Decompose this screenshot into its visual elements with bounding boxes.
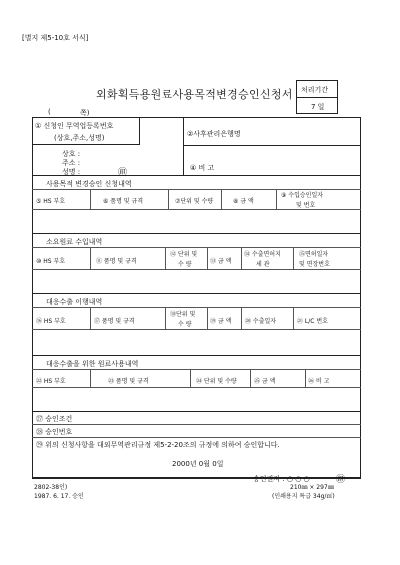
approver-seal: ㊞ — [336, 475, 346, 485]
remarks-label: ④ 비 고 — [190, 164, 215, 172]
form-code: [별지 제5-10호 서식] — [22, 34, 89, 42]
s3-col-lc: ㉑ L/C 번호 — [297, 318, 328, 325]
s4-col-amount: ㉕ 금 액 — [254, 378, 276, 385]
footer-right2: (인쇄용지 특급 34g/㎡) — [272, 493, 335, 500]
s2-col-amount: ⑬ 금 액 — [210, 258, 232, 265]
s2-col-license: ⑮면허일자 — [299, 251, 329, 258]
s2-col-qty: 수 량 — [178, 261, 192, 268]
s3-col-unit: ⑱단위 및 — [170, 311, 196, 318]
s3-col-export-date: ⑳ 수출일자 — [245, 318, 277, 325]
name-label: 상호 : — [62, 150, 81, 158]
footer-right1: 210㎜ × 297㎜ — [290, 484, 334, 491]
s4-col-item: ㉓ 품명 및 규격 — [108, 378, 149, 385]
applicant-reg-label: ① 신청인 무역업등록번호 — [35, 122, 114, 130]
s2-col-unit: ⑫ 단위 및 — [170, 251, 198, 258]
s1-col-hs: ⑤ HS 부호 — [36, 198, 66, 205]
approval-number: ㉘ 승인번호 — [36, 428, 73, 436]
section3-title: 대응수출 이행내역 — [46, 298, 103, 306]
s1-col-qty: ⑦단위 및 수량 — [175, 198, 214, 205]
approval-conditions: ㉗ 승인조건 — [36, 415, 73, 423]
s3-col-qty: 수 량 — [178, 321, 192, 328]
s4-col-remarks: ㉖ 비 고 — [308, 378, 330, 385]
form-title: 외화획득용원료사용목적변경승인신청서 — [96, 88, 293, 101]
s1-col-item: ⑥ 품명 및 규격 — [103, 198, 144, 205]
person-label: 성명 : — [62, 168, 81, 176]
section4-title: 대응수출을 위한 원료사용내역 — [46, 360, 139, 368]
approval-date: 2000년 0월 0일 — [172, 460, 224, 468]
s1-col-amount: ⑧ 금 액 — [233, 198, 254, 205]
s2-col-license2: 및 면장번호 — [299, 261, 330, 268]
s4-col-qty: ㉔ 단위 및 수량 — [196, 378, 237, 385]
s3-col-hs: ⑯ HS 부호 — [36, 318, 66, 325]
s2-col-customs2: 세 관 — [256, 261, 270, 268]
approver-line: 승인권자 : ○ ○ ○ — [253, 475, 310, 483]
s1-col-import: ⑨ 수입승인일자 — [281, 192, 324, 199]
approval-statement: ㉙ 위의 신청사항을 대외무역관리규정 제5-2-20조의 규정에 의하여 승인합니다. — [36, 441, 280, 449]
footer-left1: 2802-38인) — [34, 484, 68, 491]
bank-label: ②사후관리은행명 — [187, 130, 241, 138]
address-label: 주소 : — [62, 159, 81, 167]
page-blank-right: 쪽) — [80, 109, 90, 117]
applicant-sub-label: (상호,주소,성명) — [54, 134, 105, 142]
s4-col-hs: ㉒ HS 부호 — [36, 378, 66, 385]
seal-mark: ㊞ — [118, 168, 128, 178]
processing-value: 7 일 — [311, 103, 325, 111]
processing-label: 처리기간 — [301, 86, 329, 94]
s2-col-item: ⑪ 품명 및 규격 — [96, 258, 137, 265]
s3-col-amount: ⑲ 금 액 — [210, 318, 232, 325]
s2-col-hs: ⑩ HS 부호 — [36, 258, 66, 265]
page-blank-left: ( — [48, 108, 51, 116]
section2-title: 소요원료 수입내역 — [46, 238, 103, 246]
section1-title: 사용목적 변경승인 신청내역 — [46, 180, 132, 188]
s1-col-import2: 및 번호 — [296, 202, 316, 209]
footer-left2: 1987. 6. 17. 승인 — [34, 493, 84, 500]
s3-col-item: ⑰ 품명 및 규격 — [94, 318, 135, 325]
s2-col-customs: ⑭ 수출면허지 — [244, 251, 281, 258]
